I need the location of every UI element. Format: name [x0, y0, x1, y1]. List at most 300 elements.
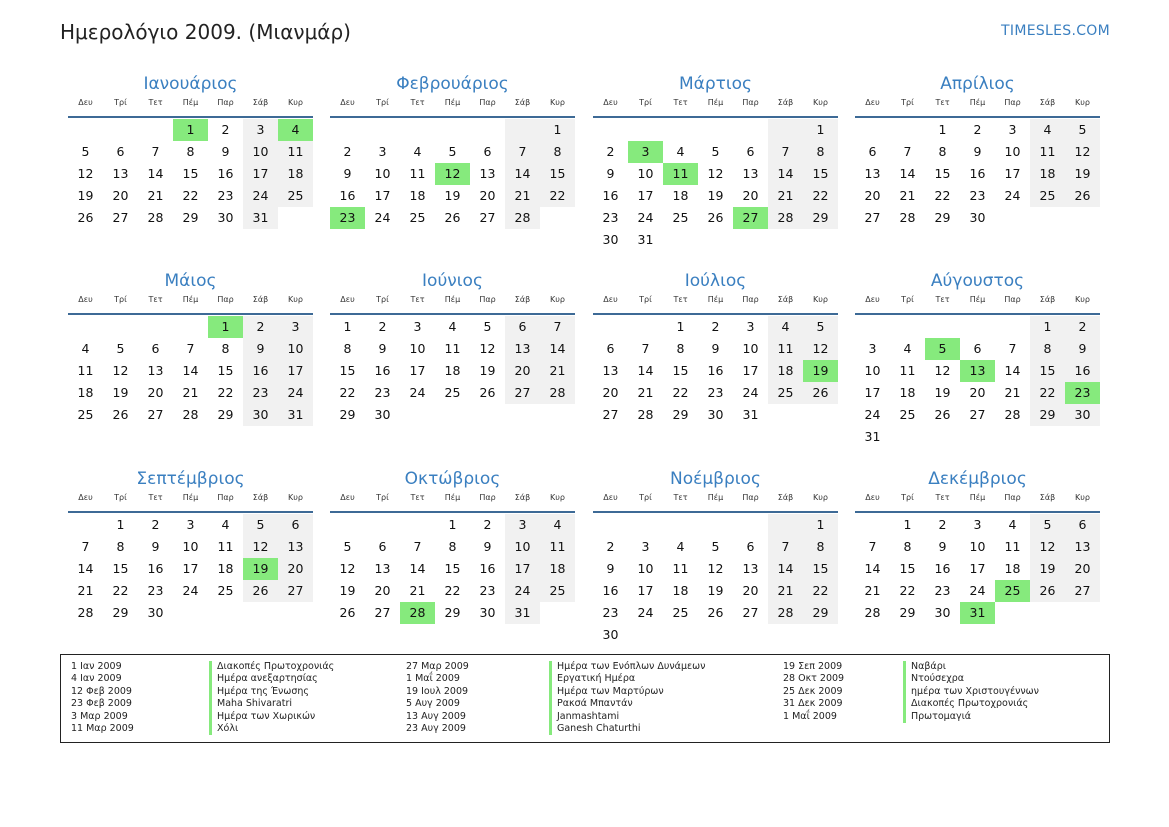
- day-cell[interactable]: 24: [409, 385, 426, 400]
- day-cell[interactable]: 13: [602, 363, 619, 378]
- day-cell[interactable]: 31: [243, 207, 278, 229]
- day-cell[interactable]: 15: [217, 363, 234, 378]
- day-cell[interactable]: 24: [637, 605, 654, 620]
- day-cell[interactable]: 31: [864, 429, 881, 444]
- day-cell[interactable]: 2: [973, 122, 982, 137]
- day-cell[interactable]: 4: [1008, 517, 1017, 532]
- day-cell[interactable]: 25: [1030, 185, 1065, 207]
- day-cell[interactable]: 24: [182, 583, 199, 598]
- day-cell[interactable]: 4: [768, 316, 803, 338]
- day-cell[interactable]: 13: [278, 536, 313, 558]
- day-cell[interactable]: 20: [278, 558, 313, 580]
- day-cell[interactable]: 9: [711, 341, 720, 356]
- day-cell[interactable]: 12: [707, 561, 724, 576]
- day-cell[interactable]: 5: [483, 319, 492, 334]
- day-cell[interactable]: 20: [742, 188, 759, 203]
- day-cell[interactable]: 12: [243, 536, 278, 558]
- day-cell[interactable]: 18: [1004, 561, 1021, 576]
- day-cell[interactable]: 22: [182, 188, 199, 203]
- day-cell[interactable]: 23: [217, 188, 234, 203]
- holiday-day-cell[interactable]: 4: [278, 119, 313, 141]
- day-cell[interactable]: 2: [938, 517, 947, 532]
- day-cell[interactable]: 22: [540, 185, 575, 207]
- day-cell[interactable]: 18: [672, 583, 689, 598]
- holiday-day-cell[interactable]: 19: [243, 558, 278, 580]
- day-cell[interactable]: 24: [864, 407, 881, 422]
- day-cell[interactable]: 29: [182, 210, 199, 225]
- holiday-day-cell[interactable]: 11: [663, 163, 698, 185]
- day-cell[interactable]: 8: [938, 144, 947, 159]
- day-cell[interactable]: 10: [637, 561, 654, 576]
- holiday-day-cell[interactable]: 23: [1065, 382, 1100, 404]
- day-cell[interactable]: 16: [339, 188, 356, 203]
- day-cell[interactable]: 22: [1030, 382, 1065, 404]
- day-cell[interactable]: 11: [899, 363, 916, 378]
- day-cell[interactable]: 22: [112, 583, 129, 598]
- day-cell[interactable]: 25: [217, 583, 234, 598]
- day-cell[interactable]: 9: [378, 341, 387, 356]
- day-cell[interactable]: 7: [1008, 341, 1017, 356]
- day-cell[interactable]: 29: [444, 605, 461, 620]
- holiday-day-cell[interactable]: 5: [925, 338, 960, 360]
- day-cell[interactable]: 14: [768, 558, 803, 580]
- day-cell[interactable]: 14: [540, 338, 575, 360]
- day-cell[interactable]: 16: [217, 166, 234, 181]
- day-cell[interactable]: 20: [1065, 558, 1100, 580]
- day-cell[interactable]: 7: [151, 144, 160, 159]
- day-cell[interactable]: 26: [803, 382, 838, 404]
- day-cell[interactable]: 6: [868, 144, 877, 159]
- day-cell[interactable]: 19: [479, 363, 496, 378]
- day-cell[interactable]: 20: [479, 188, 496, 203]
- day-cell[interactable]: 17: [637, 188, 654, 203]
- day-cell[interactable]: 11: [278, 141, 313, 163]
- day-cell[interactable]: 6: [1065, 514, 1100, 536]
- day-cell[interactable]: 16: [147, 561, 164, 576]
- day-cell[interactable]: 2: [1065, 316, 1100, 338]
- day-cell[interactable]: 27: [864, 210, 881, 225]
- day-cell[interactable]: 18: [444, 363, 461, 378]
- day-cell[interactable]: 4: [413, 144, 422, 159]
- day-cell[interactable]: 3: [413, 319, 422, 334]
- day-cell[interactable]: 5: [1030, 514, 1065, 536]
- day-cell[interactable]: 12: [339, 561, 356, 576]
- day-cell[interactable]: 20: [505, 360, 540, 382]
- day-cell[interactable]: 23: [707, 385, 724, 400]
- day-cell[interactable]: 20: [374, 583, 391, 598]
- day-cell[interactable]: 24: [505, 580, 540, 602]
- day-cell[interactable]: 7: [641, 341, 650, 356]
- day-cell[interactable]: 8: [676, 341, 685, 356]
- day-cell[interactable]: 21: [77, 583, 94, 598]
- day-cell[interactable]: 6: [973, 341, 982, 356]
- day-cell[interactable]: 21: [637, 385, 654, 400]
- day-cell[interactable]: 3: [746, 319, 755, 334]
- day-cell[interactable]: 27: [374, 605, 391, 620]
- day-cell[interactable]: 23: [479, 583, 496, 598]
- day-cell[interactable]: 5: [1065, 119, 1100, 141]
- day-cell[interactable]: 9: [938, 539, 947, 554]
- day-cell[interactable]: 24: [1004, 188, 1021, 203]
- day-cell[interactable]: 14: [768, 163, 803, 185]
- day-cell[interactable]: 30: [374, 407, 391, 422]
- day-cell[interactable]: 28: [540, 382, 575, 404]
- day-cell[interactable]: 6: [746, 144, 755, 159]
- day-cell[interactable]: 8: [448, 539, 457, 554]
- day-cell[interactable]: 16: [243, 360, 278, 382]
- day-cell[interactable]: 6: [378, 539, 387, 554]
- day-cell[interactable]: 27: [742, 605, 759, 620]
- day-cell[interactable]: 26: [243, 580, 278, 602]
- day-cell[interactable]: 1: [803, 514, 838, 536]
- day-cell[interactable]: 8: [803, 536, 838, 558]
- day-cell[interactable]: 19: [444, 188, 461, 203]
- day-cell[interactable]: 26: [339, 605, 356, 620]
- day-cell[interactable]: 13: [505, 338, 540, 360]
- day-cell[interactable]: 23: [934, 583, 951, 598]
- day-cell[interactable]: 1: [803, 119, 838, 141]
- day-cell[interactable]: 22: [934, 188, 951, 203]
- day-cell[interactable]: 18: [409, 188, 426, 203]
- day-cell[interactable]: 27: [602, 407, 619, 422]
- day-cell[interactable]: 29: [112, 605, 129, 620]
- day-cell[interactable]: 3: [505, 514, 540, 536]
- day-cell[interactable]: 23: [147, 583, 164, 598]
- day-cell[interactable]: 30: [934, 605, 951, 620]
- day-cell[interactable]: 3: [243, 119, 278, 141]
- day-cell[interactable]: 12: [803, 338, 838, 360]
- day-cell[interactable]: 12: [707, 166, 724, 181]
- day-cell[interactable]: 31: [278, 404, 313, 426]
- day-cell[interactable]: 30: [479, 605, 496, 620]
- day-cell[interactable]: 13: [112, 166, 129, 181]
- day-cell[interactable]: 1: [448, 517, 457, 532]
- day-cell[interactable]: 28: [637, 407, 654, 422]
- day-cell[interactable]: 15: [934, 166, 951, 181]
- day-cell[interactable]: 26: [444, 210, 461, 225]
- day-cell[interactable]: 7: [186, 341, 195, 356]
- day-cell[interactable]: 22: [899, 583, 916, 598]
- day-cell[interactable]: 29: [803, 207, 838, 229]
- day-cell[interactable]: 13: [742, 561, 759, 576]
- day-cell[interactable]: 14: [409, 561, 426, 576]
- day-cell[interactable]: 16: [1065, 360, 1100, 382]
- day-cell[interactable]: 2: [343, 144, 352, 159]
- day-cell[interactable]: 11: [1004, 539, 1021, 554]
- day-cell[interactable]: 10: [182, 539, 199, 554]
- holiday-day-cell[interactable]: 12: [435, 163, 470, 185]
- day-cell[interactable]: 1: [343, 319, 352, 334]
- day-cell[interactable]: 6: [483, 144, 492, 159]
- day-cell[interactable]: 22: [803, 185, 838, 207]
- day-cell[interactable]: 1: [116, 517, 125, 532]
- day-cell[interactable]: 7: [413, 539, 422, 554]
- day-cell[interactable]: 9: [606, 166, 615, 181]
- day-cell[interactable]: 12: [1065, 141, 1100, 163]
- day-cell[interactable]: 11: [217, 539, 234, 554]
- day-cell[interactable]: 3: [1008, 122, 1017, 137]
- day-cell[interactable]: 10: [969, 539, 986, 554]
- day-cell[interactable]: 11: [444, 341, 461, 356]
- day-cell[interactable]: 13: [479, 166, 496, 181]
- day-cell[interactable]: 22: [672, 385, 689, 400]
- day-cell[interactable]: 5: [803, 316, 838, 338]
- day-cell[interactable]: 21: [505, 185, 540, 207]
- day-cell[interactable]: 5: [343, 539, 352, 554]
- day-cell[interactable]: 4: [540, 514, 575, 536]
- day-cell[interactable]: 17: [182, 561, 199, 576]
- day-cell[interactable]: 1: [1030, 316, 1065, 338]
- day-cell[interactable]: 14: [1004, 363, 1021, 378]
- day-cell[interactable]: 11: [1030, 141, 1065, 163]
- day-cell[interactable]: 28: [147, 210, 164, 225]
- day-cell[interactable]: 2: [711, 319, 720, 334]
- day-cell[interactable]: 18: [768, 360, 803, 382]
- holiday-day-cell[interactable]: 1: [173, 119, 208, 141]
- day-cell[interactable]: 27: [278, 580, 313, 602]
- day-cell[interactable]: 5: [81, 144, 90, 159]
- day-cell[interactable]: 4: [676, 539, 685, 554]
- day-cell[interactable]: 21: [864, 583, 881, 598]
- day-cell[interactable]: 10: [505, 536, 540, 558]
- day-cell[interactable]: 8: [540, 141, 575, 163]
- day-cell[interactable]: 21: [182, 385, 199, 400]
- day-cell[interactable]: 27: [147, 407, 164, 422]
- day-cell[interactable]: 1: [938, 122, 947, 137]
- day-cell[interactable]: 6: [278, 514, 313, 536]
- day-cell[interactable]: 3: [973, 517, 982, 532]
- day-cell[interactable]: 30: [602, 232, 619, 247]
- day-cell[interactable]: 13: [147, 363, 164, 378]
- day-cell[interactable]: 13: [1065, 536, 1100, 558]
- day-cell[interactable]: 10: [409, 341, 426, 356]
- day-cell[interactable]: 18: [77, 385, 94, 400]
- day-cell[interactable]: 18: [672, 188, 689, 203]
- day-cell[interactable]: 27: [969, 407, 986, 422]
- day-cell[interactable]: 19: [707, 188, 724, 203]
- day-cell[interactable]: 19: [1030, 558, 1065, 580]
- day-cell[interactable]: 21: [147, 188, 164, 203]
- day-cell[interactable]: 28: [1004, 407, 1021, 422]
- day-cell[interactable]: 24: [969, 583, 986, 598]
- day-cell[interactable]: 21: [540, 360, 575, 382]
- day-cell[interactable]: 3: [278, 316, 313, 338]
- day-cell[interactable]: 14: [77, 561, 94, 576]
- day-cell[interactable]: 8: [343, 341, 352, 356]
- day-cell[interactable]: 19: [707, 583, 724, 598]
- day-cell[interactable]: 24: [243, 185, 278, 207]
- day-cell[interactable]: 30: [147, 605, 164, 620]
- holiday-day-cell[interactable]: 19: [803, 360, 838, 382]
- day-cell[interactable]: 4: [448, 319, 457, 334]
- day-cell[interactable]: 29: [1030, 404, 1065, 426]
- day-cell[interactable]: 17: [505, 558, 540, 580]
- day-cell[interactable]: 23: [243, 382, 278, 404]
- day-cell[interactable]: 8: [221, 341, 230, 356]
- day-cell[interactable]: 19: [934, 385, 951, 400]
- day-cell[interactable]: 25: [672, 605, 689, 620]
- day-cell[interactable]: 6: [116, 144, 125, 159]
- day-cell[interactable]: 1: [903, 517, 912, 532]
- day-cell[interactable]: 27: [1065, 580, 1100, 602]
- day-cell[interactable]: 7: [505, 141, 540, 163]
- day-cell[interactable]: 25: [77, 407, 94, 422]
- day-cell[interactable]: 15: [540, 163, 575, 185]
- day-cell[interactable]: 30: [707, 407, 724, 422]
- day-cell[interactable]: 5: [711, 539, 720, 554]
- day-cell[interactable]: 4: [903, 341, 912, 356]
- day-cell[interactable]: 16: [602, 583, 619, 598]
- day-cell[interactable]: 26: [1030, 580, 1065, 602]
- day-cell[interactable]: 7: [81, 539, 90, 554]
- day-cell[interactable]: 30: [1065, 404, 1100, 426]
- day-cell[interactable]: 9: [221, 144, 230, 159]
- day-cell[interactable]: 26: [934, 407, 951, 422]
- day-cell[interactable]: 14: [864, 561, 881, 576]
- day-cell[interactable]: 12: [112, 363, 129, 378]
- day-cell[interactable]: 30: [217, 210, 234, 225]
- day-cell[interactable]: 2: [243, 316, 278, 338]
- day-cell[interactable]: 26: [707, 210, 724, 225]
- day-cell[interactable]: 21: [1004, 385, 1021, 400]
- day-cell[interactable]: 5: [243, 514, 278, 536]
- day-cell[interactable]: 6: [505, 316, 540, 338]
- day-cell[interactable]: 3: [868, 341, 877, 356]
- day-cell[interactable]: 4: [1030, 119, 1065, 141]
- day-cell[interactable]: 8: [1030, 338, 1065, 360]
- holiday-day-cell[interactable]: 1: [208, 316, 243, 338]
- day-cell[interactable]: 10: [243, 141, 278, 163]
- day-cell[interactable]: 22: [803, 580, 838, 602]
- day-cell[interactable]: 11: [409, 166, 426, 181]
- day-cell[interactable]: 12: [77, 166, 94, 181]
- day-cell[interactable]: 8: [116, 539, 125, 554]
- day-cell[interactable]: 21: [768, 580, 803, 602]
- day-cell[interactable]: 13: [374, 561, 391, 576]
- day-cell[interactable]: 20: [112, 188, 129, 203]
- day-cell[interactable]: 7: [540, 316, 575, 338]
- day-cell[interactable]: 4: [676, 144, 685, 159]
- day-cell[interactable]: 25: [899, 407, 916, 422]
- day-cell[interactable]: 10: [278, 338, 313, 360]
- day-cell[interactable]: 28: [864, 605, 881, 620]
- day-cell[interactable]: 14: [899, 166, 916, 181]
- day-cell[interactable]: 24: [278, 382, 313, 404]
- day-cell[interactable]: 29: [934, 210, 951, 225]
- day-cell[interactable]: 14: [147, 166, 164, 181]
- day-cell[interactable]: 12: [479, 341, 496, 356]
- holiday-day-cell[interactable]: 25: [995, 580, 1030, 602]
- day-cell[interactable]: 26: [1065, 185, 1100, 207]
- day-cell[interactable]: 7: [768, 141, 803, 163]
- day-cell[interactable]: 13: [864, 166, 881, 181]
- day-cell[interactable]: 12: [934, 363, 951, 378]
- day-cell[interactable]: 24: [637, 210, 654, 225]
- day-cell[interactable]: 17: [243, 163, 278, 185]
- day-cell[interactable]: 25: [444, 385, 461, 400]
- day-cell[interactable]: 11: [672, 561, 689, 576]
- day-cell[interactable]: 8: [186, 144, 195, 159]
- day-cell[interactable]: 26: [112, 407, 129, 422]
- day-cell[interactable]: 29: [899, 605, 916, 620]
- day-cell[interactable]: 27: [479, 210, 496, 225]
- holiday-day-cell[interactable]: 27: [733, 207, 768, 229]
- day-cell[interactable]: 9: [343, 166, 352, 181]
- day-cell[interactable]: 28: [505, 207, 540, 229]
- day-cell[interactable]: 23: [969, 188, 986, 203]
- day-cell[interactable]: 5: [448, 144, 457, 159]
- day-cell[interactable]: 6: [746, 539, 755, 554]
- day-cell[interactable]: 12: [1030, 536, 1065, 558]
- day-cell[interactable]: 28: [182, 407, 199, 422]
- day-cell[interactable]: 16: [969, 166, 986, 181]
- day-cell[interactable]: 9: [483, 539, 492, 554]
- day-cell[interactable]: 17: [409, 363, 426, 378]
- holiday-day-cell[interactable]: 13: [960, 360, 995, 382]
- day-cell[interactable]: 15: [803, 558, 838, 580]
- day-cell[interactable]: 25: [768, 382, 803, 404]
- day-cell[interactable]: 8: [803, 141, 838, 163]
- day-cell[interactable]: 30: [602, 627, 619, 642]
- day-cell[interactable]: 15: [899, 561, 916, 576]
- day-cell[interactable]: 20: [742, 583, 759, 598]
- day-cell[interactable]: 26: [707, 605, 724, 620]
- day-cell[interactable]: 19: [77, 188, 94, 203]
- day-cell[interactable]: 2: [151, 517, 160, 532]
- day-cell[interactable]: 31: [637, 232, 654, 247]
- day-cell[interactable]: 3: [186, 517, 195, 532]
- day-cell[interactable]: 15: [182, 166, 199, 181]
- day-cell[interactable]: 24: [742, 385, 759, 400]
- day-cell[interactable]: 27: [505, 382, 540, 404]
- day-cell[interactable]: 24: [374, 210, 391, 225]
- day-cell[interactable]: 23: [602, 210, 619, 225]
- day-cell[interactable]: 16: [707, 363, 724, 378]
- day-cell[interactable]: 8: [903, 539, 912, 554]
- day-cell[interactable]: 20: [602, 385, 619, 400]
- day-cell[interactable]: 22: [339, 385, 356, 400]
- day-cell[interactable]: 26: [77, 210, 94, 225]
- day-cell[interactable]: 15: [803, 163, 838, 185]
- day-cell[interactable]: 20: [864, 188, 881, 203]
- day-cell[interactable]: 29: [672, 407, 689, 422]
- day-cell[interactable]: 17: [278, 360, 313, 382]
- day-cell[interactable]: 1: [540, 119, 575, 141]
- day-cell[interactable]: 30: [969, 210, 986, 225]
- day-cell[interactable]: 2: [378, 319, 387, 334]
- day-cell[interactable]: 5: [711, 144, 720, 159]
- day-cell[interactable]: 25: [278, 185, 313, 207]
- day-cell[interactable]: 20: [147, 385, 164, 400]
- day-cell[interactable]: 10: [864, 363, 881, 378]
- day-cell[interactable]: 28: [77, 605, 94, 620]
- day-cell[interactable]: 20: [969, 385, 986, 400]
- day-cell[interactable]: 15: [1030, 360, 1065, 382]
- day-cell[interactable]: 31: [505, 602, 540, 624]
- day-cell[interactable]: 28: [899, 210, 916, 225]
- day-cell[interactable]: 22: [444, 583, 461, 598]
- day-cell[interactable]: 16: [479, 561, 496, 576]
- day-cell[interactable]: 3: [641, 539, 650, 554]
- day-cell[interactable]: 21: [899, 188, 916, 203]
- day-cell[interactable]: 30: [243, 404, 278, 426]
- day-cell[interactable]: 11: [77, 363, 94, 378]
- day-cell[interactable]: 9: [973, 144, 982, 159]
- day-cell[interactable]: 25: [672, 210, 689, 225]
- day-cell[interactable]: 14: [505, 163, 540, 185]
- day-cell[interactable]: 7: [868, 539, 877, 554]
- day-cell[interactable]: 28: [768, 207, 803, 229]
